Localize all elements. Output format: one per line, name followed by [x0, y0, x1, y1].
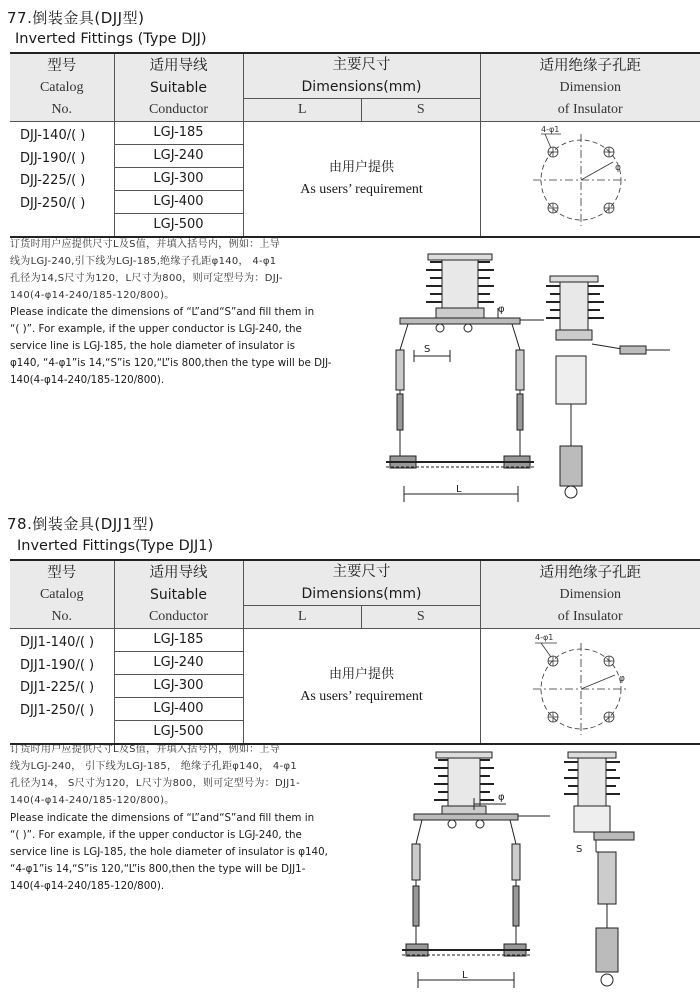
- phi-label: φ: [618, 674, 625, 684]
- section2-spec-table: [10, 561, 700, 745]
- conductor-item: LGJ-240: [115, 145, 243, 168]
- header-conductor: 适用导线 Suitable Conductor: [114, 54, 243, 122]
- table-body-row: [10, 629, 700, 745]
- phi-dim-label: φ: [498, 304, 505, 315]
- header-insulator: 适用绝缘子孔距 Dimension of Insulator: [480, 54, 700, 122]
- catalog-cell: [10, 629, 114, 745]
- hole-label: 4-φ1: [534, 633, 553, 642]
- section1-note-cn: 订货时用户应提供尺寸L及S值，并填入括号内，例如：上导 线为LGJ-240,引下线为LGJ-185,绝缘子孔距φ140， 4-φ1 孔径为14,S尺寸为120，L尺寸为800，则可定型号为：DJJ- 140(4-φ14-240/185-120/800)。: [10, 239, 283, 301]
- catalog-item: DJJ1-225/( ): [20, 680, 95, 695]
- front-insulator: [426, 254, 494, 318]
- s-dim-label: S: [424, 344, 431, 355]
- conductor-item: LGJ-240: [115, 652, 243, 675]
- header-dim-l: L: [244, 99, 363, 121]
- phi-label: φ: [614, 163, 621, 173]
- table-body-row: [10, 122, 700, 238]
- conductor-item: LGJ-400: [115, 698, 243, 721]
- section1-spec-table: [10, 54, 700, 238]
- hole-label: 4-φ1: [540, 125, 559, 134]
- section2-note-cn: 订货时用户应提供尺寸L及S值，并填入括号内，例如：上导 线为LGJ-240， 引下线为LGJ-185， 绝缘子孔距φ140， 4-φ1 孔径为14， S尺寸为120，L尺寸为800，则可定型号为：DJJ1- 140(4-φ14-240/185-120/800)。: [10, 744, 301, 806]
- section1-note-en: Please indicate the dimensions of “L”and“S”and fill them in “( )”. For example, if the upper conductor is LGJ-240, the service line is LGJ-185, the hole diameter of insulator is φ140, “4-φ1”is 14,“S”is 120,“L”is 800,then the type will be DJJ- 140(4-φ14-240/185-120/800).: [10, 306, 332, 386]
- header-model: 型号 Catalog No.: [10, 561, 114, 629]
- header-model: 型号 Catalog No.: [10, 54, 114, 122]
- section2-note-en: Please indicate the dimensions of “L”and“S”and fill them in “( )”. For example, if the upper conductor is LGJ-240, the service line is LGJ-185, the hole diameter of insulator is φ140, “4-φ1”is 14,“S”is 120,“L”is 800,then the type will be DJJ1- 140(4-φ14-240/185-120/800).: [10, 812, 328, 892]
- conductor-item: LGJ-300: [115, 675, 243, 698]
- conductor-item: LGJ-500: [153, 724, 204, 739]
- header-dim-l: L: [244, 606, 363, 628]
- requirement-cell: [243, 629, 480, 745]
- conductor-item: LGJ-185: [115, 122, 243, 145]
- conductor-item: LGJ-300: [115, 168, 243, 191]
- section1-assembly-drawing: [380, 246, 690, 508]
- catalog-item: DJJ1-250/( ): [20, 702, 95, 718]
- header-dim-s: S: [416, 102, 425, 117]
- conductor-item: LGJ-500: [153, 217, 204, 232]
- header-dimensions: 主要尺寸 Dimensions(mm) L S: [243, 54, 480, 122]
- top-bar: [400, 318, 520, 324]
- side-view: [546, 276, 670, 498]
- requirement-en: As users’ requirement: [300, 689, 423, 704]
- insulator-hole-diagram: [481, 629, 700, 739]
- conductor-item: LGJ-400: [115, 191, 243, 214]
- top-bar: [414, 814, 518, 820]
- table-header-row: [10, 54, 700, 122]
- header-dimensions: 主要尺寸 Dimensions(mm) L S: [243, 561, 480, 629]
- s-dim-label: S: [576, 844, 583, 855]
- requirement-en: As users’ requirement: [300, 182, 423, 197]
- section2-subtitle: Inverted Fittings(Type DJJ1): [17, 538, 214, 554]
- insulator-hole-diagram: [481, 122, 700, 232]
- header-insulator: 适用绝缘子孔距 Dimension of Insulator: [480, 561, 700, 629]
- requirement-cn: 由用户提供: [328, 667, 394, 682]
- section1-title: 77.倒装金具(DJJ型): [7, 9, 145, 27]
- phi-dim-label: φ: [498, 792, 505, 803]
- catalog-item: DJJ1-140/( ): [20, 635, 95, 650]
- conductor-cell: [114, 629, 243, 745]
- header-conductor: 适用导线 Suitable Conductor: [114, 561, 243, 629]
- conductor-cell: [114, 122, 243, 238]
- table-header-row: [10, 561, 700, 629]
- section1-subtitle: Inverted Fittings (Type DJJ): [15, 31, 207, 47]
- l-dim-label: L: [462, 970, 468, 981]
- catalog-cell: [10, 122, 114, 238]
- requirement-cn: 由用户提供: [328, 160, 394, 175]
- catalog-item: DJJ-190/( ): [20, 150, 86, 166]
- section2-assembly-drawing: [400, 748, 690, 998]
- catalog-item: DJJ-225/( ): [20, 173, 86, 188]
- l-dim-label: L: [456, 484, 462, 495]
- section2-title: 78.倒装金具(DJJ1型): [7, 515, 155, 533]
- side-view: [564, 752, 634, 986]
- insulator-drawing-cell: [480, 629, 700, 745]
- header-dim-s: S: [416, 609, 425, 624]
- requirement-cell: [243, 122, 480, 238]
- front-insulator: [434, 752, 494, 814]
- conductor-item: LGJ-185: [115, 629, 243, 652]
- catalog-item: DJJ-140/( ): [20, 128, 86, 143]
- catalog-item: DJJ-250/( ): [20, 195, 86, 211]
- catalog-item: DJJ1-190/( ): [20, 657, 95, 673]
- insulator-drawing-cell: [480, 122, 700, 238]
